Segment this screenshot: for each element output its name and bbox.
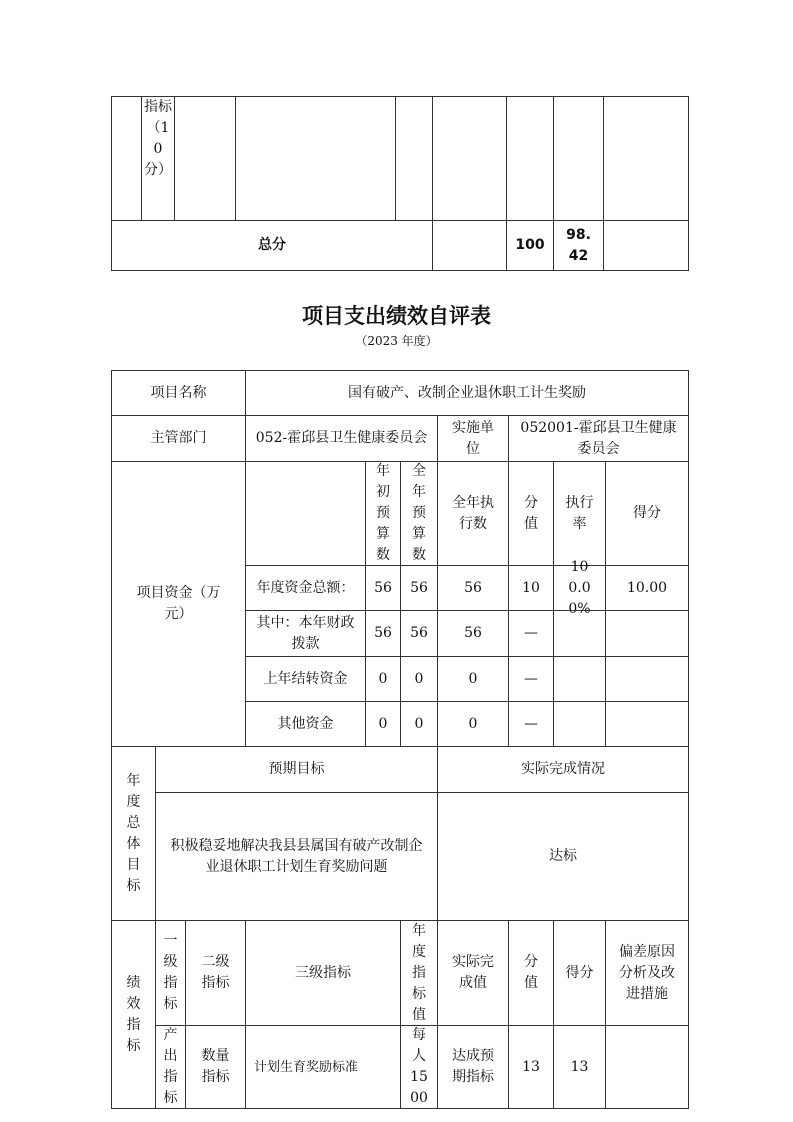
- header-initial: 年初预算数: [365, 461, 401, 566]
- total-label: 总分: [111, 220, 433, 271]
- dept: 052-霍邱县卫生健康委员会: [245, 415, 438, 462]
- perf-header-score: 得分: [553, 920, 606, 1026]
- perf-reason: [605, 1025, 689, 1109]
- perf-header-reason: 偏差原因分析及改进措施: [605, 920, 689, 1026]
- empty-cell: [506, 96, 554, 221]
- perf-l1: 产出指标: [155, 1025, 186, 1109]
- funds-weight-cell: 10: [508, 565, 554, 611]
- perf-l3: 计划生育奖励标准: [245, 1025, 401, 1109]
- funds-score-cell: 10.00: [605, 565, 689, 611]
- actual-label: 实际完成情况: [437, 746, 689, 793]
- funds-name-cell: 年度资金总额：: [245, 565, 366, 611]
- perf-header-weight: 分值: [508, 920, 554, 1026]
- dept-label: 主管部门: [111, 415, 246, 462]
- empty-cell: [235, 96, 396, 221]
- indicator-label: 指标（10分）: [141, 96, 175, 221]
- funds-name-cell: 上年结转资金: [245, 656, 366, 702]
- funds-executed-cell: 56: [437, 565, 509, 611]
- header-score: 得分: [605, 461, 689, 566]
- funds-label: 项目资金（万元）: [111, 461, 246, 747]
- funds-rate-cell: 100.00%: [553, 565, 606, 611]
- funds-score-cell: [605, 701, 689, 747]
- funds-name-cell: 其他资金: [245, 701, 366, 747]
- funds-full-cell: 0: [400, 656, 438, 702]
- header-weight: 分值: [508, 461, 554, 566]
- funds-weight-cell: —: [508, 656, 554, 702]
- header-executed: 全年执行数: [437, 461, 509, 566]
- actual-goal: 达标: [437, 792, 689, 921]
- perf-l2: 数量指标: [185, 1025, 246, 1109]
- funds-score-cell: [605, 656, 689, 702]
- empty-cell: [432, 96, 507, 221]
- funds-rate-cell: [553, 656, 606, 702]
- funds-initial-cell: 0: [365, 656, 401, 702]
- funds-executed-cell: 56: [437, 610, 509, 657]
- funds-name-cell: 其中：本年财政拨款: [245, 610, 366, 657]
- empty-cell: [432, 220, 507, 271]
- expected-goal: 积极稳妥地解决我县县属国有破产改制企业退休职工计划生育奖励问题: [155, 792, 438, 921]
- funds-initial-cell: 56: [365, 565, 401, 611]
- empty-cell: [111, 96, 142, 221]
- perf-target: 每人1500: [400, 1025, 438, 1109]
- funds-full-cell: 0: [400, 701, 438, 747]
- perf-header-target: 年度指标值: [400, 920, 438, 1026]
- empty-cell: [245, 461, 366, 566]
- project-name: 国有破产、改制企业退休职工计生奖励: [245, 370, 689, 416]
- empty-cell: [395, 96, 433, 221]
- page-title: 项目支出绩效自评表: [302, 304, 491, 328]
- perf-actual: 达成预期指标: [437, 1025, 509, 1109]
- total-score: 98.42: [553, 220, 604, 271]
- empty-cell: [603, 96, 689, 221]
- perf-score: 13: [553, 1025, 606, 1109]
- funds-rate-cell: [553, 701, 606, 747]
- funds-score-cell: [605, 610, 689, 657]
- perf-header-actual: 实际完成值: [437, 920, 509, 1026]
- expected-label: 预期目标: [155, 746, 438, 793]
- perf-header-l3: 三级指标: [245, 920, 401, 1026]
- impl-label: 实施单位: [437, 415, 509, 462]
- funds-initial-cell: 56: [365, 610, 401, 657]
- empty-cell: [553, 96, 604, 221]
- funds-initial-cell: 0: [365, 701, 401, 747]
- page-subtitle: （2023 年度）: [355, 334, 438, 348]
- funds-executed-cell: 0: [437, 656, 509, 702]
- empty-cell: [603, 220, 689, 271]
- funds-full-cell: 56: [400, 565, 438, 611]
- empty-cell: [174, 96, 236, 221]
- header-full: 全年预算数: [400, 461, 438, 566]
- impl: 052001-霍邱县卫生健康委员会: [508, 415, 689, 462]
- total-weight: 100: [506, 220, 554, 271]
- funds-executed-cell: 0: [437, 701, 509, 747]
- funds-full-cell: 56: [400, 610, 438, 657]
- project-name-label: 项目名称: [111, 370, 246, 416]
- perf-header-l2: 二级指标: [185, 920, 246, 1026]
- funds-rate-cell: [553, 610, 606, 657]
- funds-weight-cell: —: [508, 701, 554, 747]
- goal-label: 年度总体目标: [111, 746, 156, 921]
- header-rate: 执行率: [553, 461, 606, 566]
- perf-label: 绩效指标: [111, 920, 156, 1109]
- perf-weight: 13: [508, 1025, 554, 1109]
- perf-header-l1: 一级指标: [155, 920, 186, 1026]
- funds-weight-cell: —: [508, 610, 554, 657]
